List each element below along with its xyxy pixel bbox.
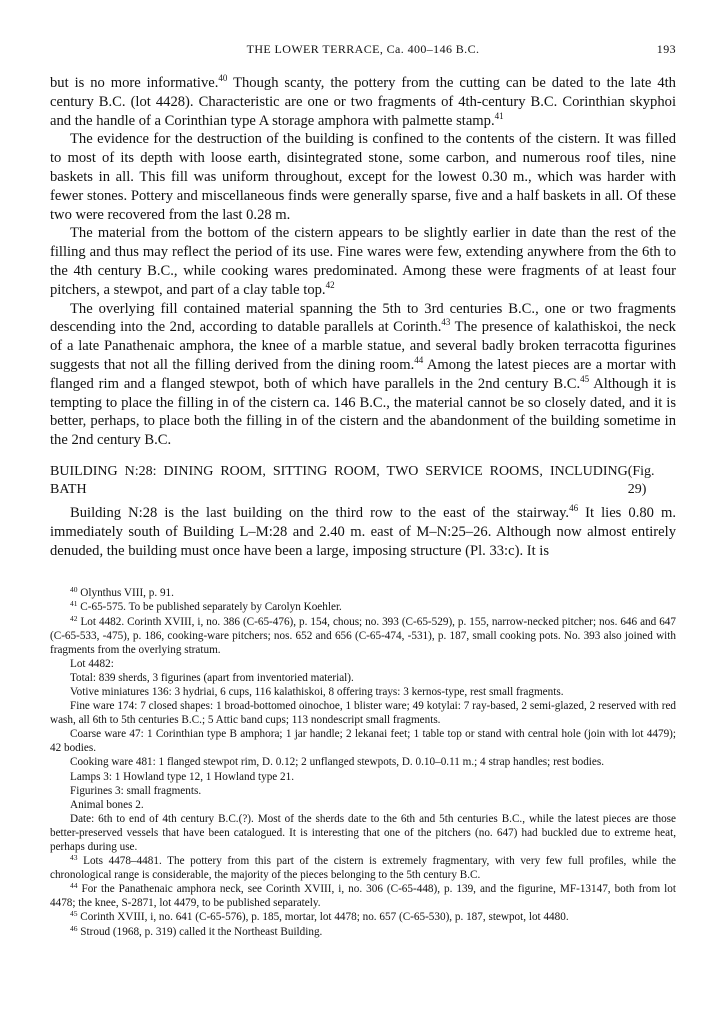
paragraph-1: but is no more informative.$^{40}$ Though scanty, the pottery from the cutting can be dated to the late 4th century B.C. (lot 4428). Characteristic are one or two fragments of 4th-century B.C. Corinthian skyphoi and the handle of a Corinthian type A storage amphora with palmette stamp.$^{41}$ xyxy=(50,73,676,129)
section-heading xyxy=(50,463,676,499)
lot-total: Total: 839 sherds, 3 figurines (apart from inventoried material). xyxy=(70,671,354,684)
paragraph-2: The evidence for the destruction of the building is confined to the contents of the cistern. It was filled to most of its depth with loose earth, disintegrated stone, some carbon, and numerous roof tiles, nine baskets in all. This fill was uniform throughout, except for the lowest 0.30 m., which was harder with fewer stones. Pottery and miscellaneous finds were generally sparse, five and a half baskets in all. Of these two were recovered from the last 0.28 m. xyxy=(50,131,676,223)
footnotes xyxy=(50,586,676,938)
body-text xyxy=(50,74,676,560)
footnote-ref-43[interactable]: 43 xyxy=(441,317,451,328)
footnote-40: $^{40}$ Olynthus VIII, p. 91. xyxy=(70,585,174,600)
footnote-43: $^{43}$ Lots 4478–4481. The pottery from this part of the cistern is extremely fragmentary, with very few full profiles, while the chronological range is considerable, the majority of the pieces belonging to the 5th century B.C. xyxy=(50,853,677,882)
footnote-ref-46[interactable]: 46 xyxy=(569,502,579,513)
paragraph-4: The overlying fill contained material spanning the 5th to 3rd centuries B.C., one or two fragments descending into the 2nd, according to datable parallels at Corinth.$^{43}$ The presence of kalathiskoi, the neck of a late Panathenaic amphora, the knee of a marble statue, and several badly broken terracotta figurines suggests that not all the filling derived from the dining room.$^{44}$ Among the latest pieces are a mortar with flanged rim and a flanged stewpot, both of which have parallels in the 2nd century B.C.$^{45}$ Although it is tempting to place the filling in of the cistern ca. 146 B.C., the material cannot be so closely dated, and it is better, perhaps, to place both the filling in of the cistern and the abandonment of the building sometime in the 2nd century B.C. xyxy=(50,300,676,449)
lot-votive: Votive miniatures 136: 3 hydriai, 6 cups, 116 kalathiskoi, 8 offering trays: 3 kernos-type, rest small fragments. xyxy=(70,685,564,698)
footnote-ref-41[interactable]: 41 xyxy=(494,110,504,121)
lot-cooking-ware: Cooking ware 481: 1 flanged stewpot rim, D. 0.12; 2 unflanged stewpots, D. 0.10–0.11 m.; 4 strap handles; rest bodies. xyxy=(70,756,605,769)
footnote-ref-40[interactable]: 40 xyxy=(218,73,228,83)
lot-lamps: Lamps 3: 1 Howland type 12, 1 Howland type 21. xyxy=(70,770,295,783)
footnote-ref-42[interactable]: 42 xyxy=(325,279,335,290)
footnote-ref-45[interactable]: 45 xyxy=(580,373,590,384)
paragraph-5: Building N:28 is the last building on the third row to the east of the stairway.$^{46}$ It lies 0.80 m. immediately south of Building L–M:28 and 2.40 m. east of M–N:25–26. Although now almost entirely denuded, the building must once have been a large, imposing structure (Pl. 33:c). It is xyxy=(50,502,676,559)
page xyxy=(50,42,676,939)
running-head xyxy=(50,42,676,60)
lot-fine-ware: Fine ware 174: 7 closed shapes: 1 broad-bottomed oinochoe, 1 blister ware; 49 kotylai: 7 ray-based, 2 semi-glazed, 2 reserved with red wash, all 6th to 5th centuries B.C.; 5 Attic band cups; 113 nondescript small fragments. xyxy=(50,700,676,727)
figure-ref[interactable]: (Fig. 29) xyxy=(627,463,655,497)
lot-figurines: Figurines 3: small fragments. xyxy=(70,784,202,797)
footnote-45: $^{45}$ Corinth XVIII, i, no. 641 (C-65-576), p. 185, mortar, lot 4478; no. 657 (C-65-530), p. 187, stewpot, lot 4480. xyxy=(70,909,569,924)
paragraph-3: The material from the bottom of the cistern appears to be slightly earlier in date than the rest of the filling and thus may reflect the period of its use. Fine wares were few, extending anywhere from the 6th to the 4th century B.C., while cooking wares predominated. Among these were fragments of at least four pitchers, a stewpot, and part of a clay table top.$^{42}$ xyxy=(50,225,676,298)
footnote-42: $^{42}$ Lot 4482. Corinth XVIII, i, no. 386 (C-65-476), p. 154, chous; no. 393 (C-65-529), p. 155, narrow-necked pitcher; nos. 646 and 647 (C-65-533, -475), p. 186, cooking-ware pitchers; nos. 652 and 656 (C-65-474, -531), p. 187, small cooking pots. No. 393 also joined with fragments from the overlying stratum. xyxy=(50,613,676,656)
footnote-46: $^{46}$ Stroud (1968, p. 319) called it the Northeast Building. xyxy=(70,923,323,938)
running-title: THE LOWER TERRACE, Ca. 400–146 B.C. xyxy=(246,42,480,56)
page-number: 193 xyxy=(656,42,676,56)
footnote-41: $^{41}$ C-65-575. To be published separately by Carolyn Koehler. xyxy=(70,599,342,614)
footnote-44: $^{44}$ For the Panathenaic amphora neck, see Corinth XVIII, i, no. 306 (C-65-448), p. 139, and the figurine, MF-13147, both from lot 4478; the knee, S-2871, lot 4479, to be published separately. xyxy=(50,881,676,910)
footnote-ref-44[interactable]: 44 xyxy=(414,354,424,365)
lot-bones: Animal bones 2. xyxy=(70,798,144,811)
lot-label: Lot 4482: xyxy=(70,657,114,670)
lot-date: Date: 6th to end of 4th century B.C.(?). Most of the sherds date to the 6th and 5th centuries B.C., while the latest pieces are those better-preserved vessels that have been catalogued. It is interesting that one of the pitchers (no. 647) had buckled due to extreme heat, perhaps during use. xyxy=(50,812,676,854)
lot-coarse-ware: Coarse ware 47: 1 Corinthian type B amphora; 1 jar handle; 2 lekanai feet; 1 table top or stand with central hole (join with lot 4479); 42 bodies. xyxy=(50,728,676,755)
section-heading-title: BUILDING N:28: DINING ROOM, SITTING ROOM, TWO SERVICE ROOMS, INCLUDING BATH xyxy=(50,463,628,497)
